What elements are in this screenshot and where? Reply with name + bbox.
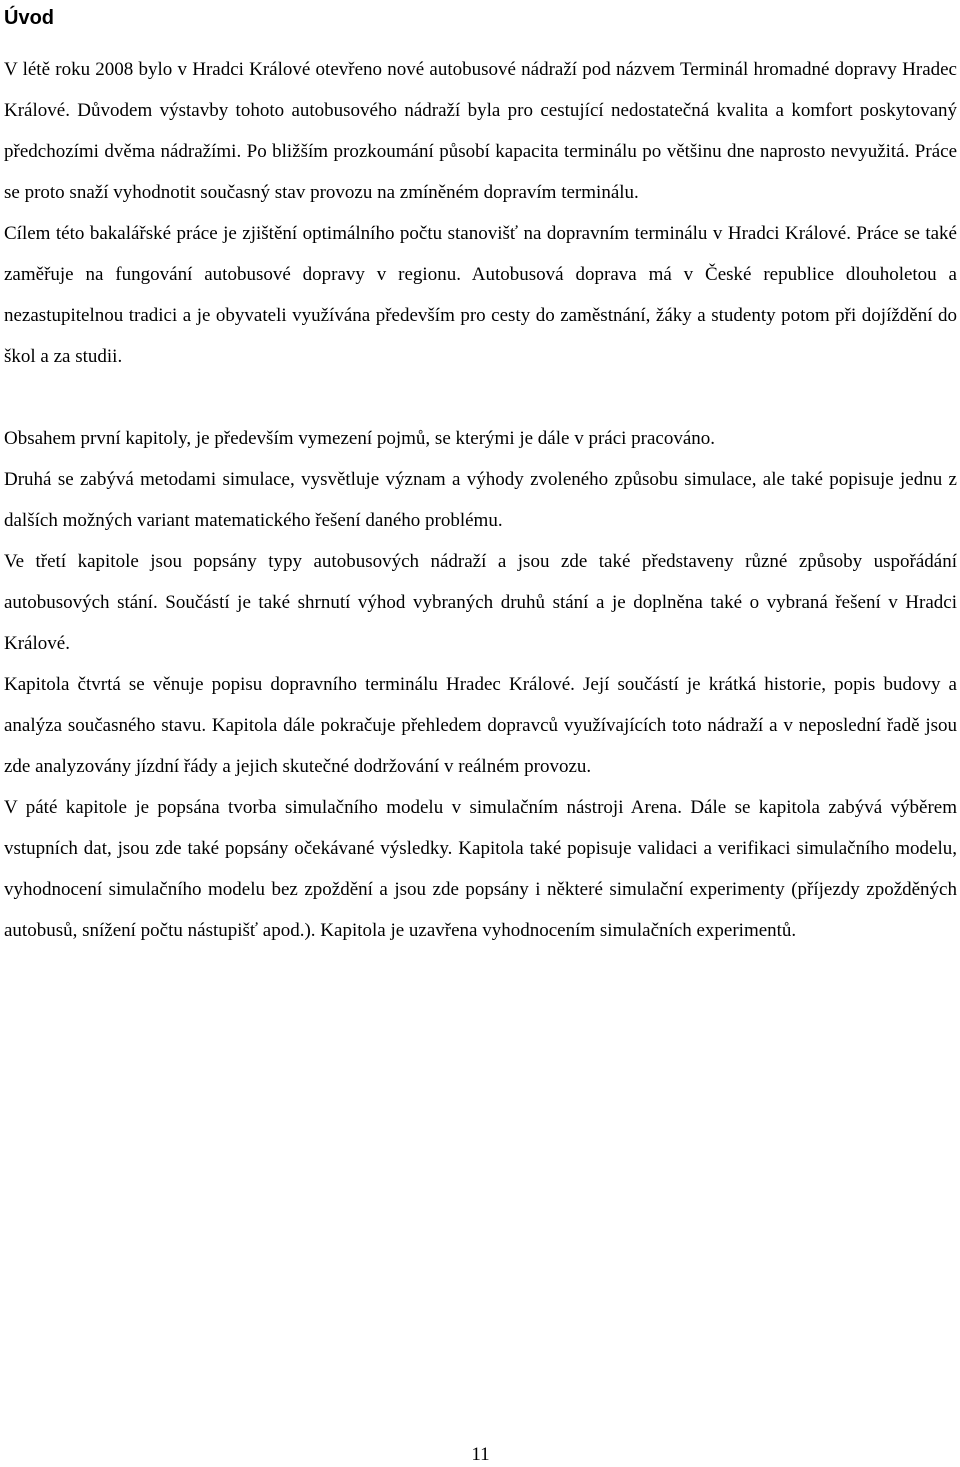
body-text — [4, 49, 957, 951]
paragraph-chapter-2: Druhá se zabývá metodami simulace, vysvětluje význam a výhody zvoleného způsobu simulace, ale také popisuje jednu z dalších možných variant matematického řešení daného problému. — [4, 469, 957, 531]
paragraph-chapter-1: Obsahem první kapitoly, je především vymezení pojmů, se kterými je dále v práci pracováno. — [4, 428, 716, 449]
page-number: 11 — [471, 1444, 490, 1465]
section-heading: Úvod — [4, 7, 54, 29]
paragraph-chapter-3: Ve třetí kapitole jsou popsány typy autobusových nádraží a jsou zde také představeny různé způsoby uspořádání autobusových stání. Součástí je také shrnutí výhod vybraných druhů stání a je doplněna také o vybraná řešení v Hradci Králové. — [4, 551, 957, 654]
paragraph-goal: Cílem této bakalářské práce je zjištění optimálního počtu stanovišť na dopravním terminálu v Hradci Králové. Práce se také zaměřuje na fungování autobusové dopravy v regionu. Autobusová doprava má v České republice dlouholetou a nezastupitelnou tradici a je obyvateli využívána především pro cesty do zaměstnání, žáky a studenty potom při dojíždění do škol a za studii. — [4, 223, 957, 367]
paragraph-chapter-4: Kapitola čtvrtá se věnuje popisu dopravního terminálu Hradec Králové. Její součástí je krátká historie, popis budovy a analýza současného stavu. Kapitola dále pokračuje přehledem dopravců využívajících toto nádraží a v neposlední řadě jsou zde analyzovány jízdní řády a jejich skutečné dodržování v reálném provozu. — [4, 674, 957, 777]
paragraph-chapter-5: V páté kapitole je popsána tvorba simulačního modelu v simulačním nástroji Arena. Dále se kapitola zabývá výběrem vstupních dat, jsou zde také popsány očekávané výsledky. Kapitola také popisuje validaci a verifikaci simulačního modelu, vyhodnocení simulačního modelu bez zpoždění a jsou zde popsány i některé simulační experimenty (příjezdy zpožděných autobusů, snížení počtu nástupišť apod.). Kapitola je uzavřena vyhodnocením simulačních experimentů. — [4, 797, 957, 941]
paragraph-intro: V létě roku 2008 bylo v Hradci Králové otevřeno nové autobusové nádraží pod názvem Terminál hromadné dopravy Hradec Králové. Důvodem výstavby tohoto autobusového nádraží byla pro cestující nedostatečná kvalita a komfort poskytovaný předchozími dvěma nádražími. Po bližším prozkoumání působí kapacita terminálu po většinu dne naprosto nevyužitá. Práce se proto snaží vyhodnotit současný stav provozu na zmíněném dopravím terminálu. — [4, 59, 957, 203]
document-page — [4, 0, 957, 1467]
